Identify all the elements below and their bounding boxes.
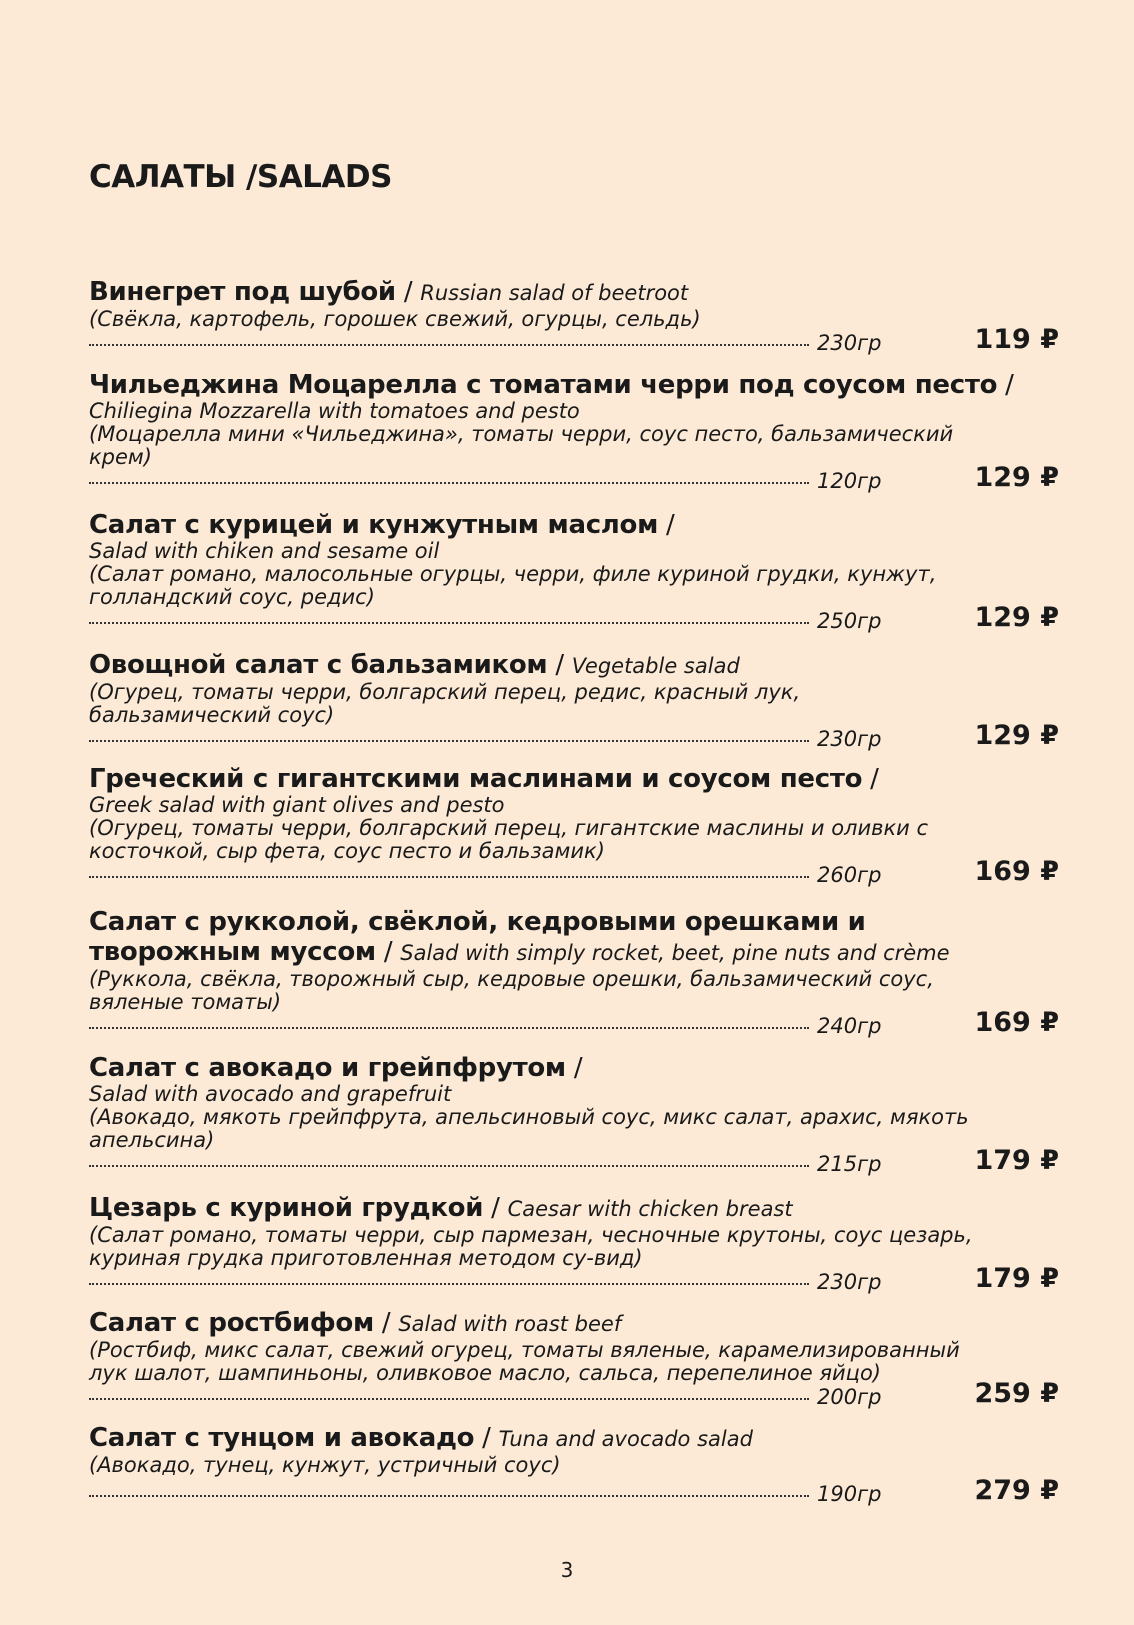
item-title-line: [89, 907, 1069, 937]
item-name: Салат с ростбифом: [89, 1308, 374, 1338]
item-name-en: Vegetable salad: [571, 654, 740, 678]
item-name: Салат с тунцом и авокадо: [89, 1423, 475, 1453]
item-price: 169 ₽: [974, 856, 1059, 887]
name-separator: /: [555, 650, 564, 680]
item-ingredients: (Ростбиф, микс салат, свежий огурец, томаты вяленые, карамелизированный лук шалот, шампиньоны, оливковое масло, сальса, перепелиное яйцо): [89, 1338, 960, 1385]
item-ingredients: (Огурец, томаты черри, болгарский перец, редис, красный лук, бальзамический соус): [89, 680, 801, 727]
page-title: САЛАТЫ /SALADS: [89, 159, 392, 195]
item-ingredients: (Руккола, свёкла, творожный сыр, кедровые орешки, бальзамический соус, вяленые томаты): [89, 967, 934, 1014]
item-weight-price-row: [89, 1475, 1059, 1506]
menu-item: [89, 510, 1069, 633]
dot-leader: [89, 1495, 809, 1497]
dot-leader: [89, 1165, 809, 1167]
item-weight: 230гр: [817, 1270, 882, 1294]
item-price: 119 ₽: [974, 324, 1059, 355]
item-name-en: Russian salad of beetroot: [420, 281, 689, 305]
item-name-en: Caesar with chicken breast: [507, 1197, 793, 1221]
name-separator: /: [666, 510, 675, 540]
item-name-en: Tuna and avocado salad: [498, 1427, 753, 1451]
item-name-en: Salad with simply rocket, beet, pine nuts and crème: [400, 941, 950, 965]
item-name: Цезарь с куриной грудкой: [89, 1193, 484, 1223]
menu-item: [89, 277, 1069, 355]
name-separator: /: [573, 1053, 583, 1083]
name-separator: /: [491, 1193, 500, 1223]
item-title-line: [89, 937, 1069, 968]
item-weight-price-row: [89, 462, 1059, 493]
menu-item: [89, 370, 1069, 493]
item-title-line: [89, 277, 1069, 308]
dot-leader: [89, 740, 809, 742]
item-ingredients: (Авокадо, тунец, кунжут, устричный соус): [89, 1453, 561, 1477]
item-weight-price-row: [89, 1263, 1059, 1294]
item-title-line: [89, 370, 1069, 400]
name-separator: /: [381, 1308, 391, 1338]
item-weight: 215гр: [817, 1152, 882, 1176]
item-price: 179 ₽: [974, 1263, 1059, 1294]
menu-item: [89, 1053, 1069, 1176]
item-ingredients: (Огурец, томаты черри, болгарский перец, гигантские маслины и оливки с косточкой, сыр фета, соус песто и бальзамик): [89, 816, 929, 863]
name-separator: /: [482, 1423, 491, 1453]
item-name-continued: творожным муссом: [89, 937, 376, 967]
item-price: 129 ₽: [974, 602, 1059, 633]
menu-item: [89, 1308, 1069, 1409]
item-name-en: Chiliegina Mozzarella with tomatoes and pesto: [89, 399, 580, 423]
dot-leader: [89, 1283, 809, 1285]
item-weight: 120гр: [817, 469, 882, 493]
item-weight-price-row: [89, 1007, 1059, 1038]
menu-item: [89, 1423, 1069, 1506]
name-separator: /: [870, 764, 879, 794]
dot-leader: [89, 876, 809, 878]
dot-leader: [89, 622, 809, 624]
name-separator: /: [383, 937, 393, 967]
menu-item: [89, 907, 1069, 1038]
item-name-en: Salad with avocado and grapefruit: [89, 1082, 452, 1106]
item-ingredients: (Авокадо, мякоть грейпфрута, апельсиновый соус, микс салат, арахис, мякоть апельсина): [89, 1105, 969, 1152]
item-name: Овощной салат с бальзамиком: [89, 650, 548, 680]
item-name: Греческий с гигантскими маслинами и соусом песто: [89, 764, 863, 794]
item-title-line: [89, 1053, 1069, 1083]
item-ingredients: (Свёкла, картофель, горошек свежий, огурцы, сельдь): [89, 307, 701, 331]
name-separator: /: [403, 277, 413, 307]
menu-item: [89, 1193, 1069, 1294]
dot-leader: [89, 1398, 809, 1400]
item-weight-price-row: [89, 1145, 1059, 1176]
item-price: 279 ₽: [974, 1475, 1059, 1506]
item-name-en: Greek salad with giant olives and pesto: [89, 793, 505, 817]
item-title-line: [89, 1193, 1069, 1224]
menu-item: [89, 650, 1069, 751]
name-separator: /: [1005, 370, 1014, 400]
item-name: Салат с курицей и кунжутным маслом: [89, 510, 659, 540]
item-title-line: [89, 510, 1069, 540]
item-weight: 240гр: [817, 1014, 882, 1038]
item-ingredients: (Салат романо, томаты черри, сыр пармезан, чесночные крутоны, соус цезарь, куриная грудка приготовленная методом су-вид): [89, 1223, 973, 1270]
item-name: Винегрет под шубой: [89, 277, 396, 307]
item-weight: 230гр: [817, 727, 882, 751]
item-weight: 260гр: [817, 863, 882, 887]
dot-leader: [89, 1027, 809, 1029]
item-weight: 200гр: [817, 1385, 882, 1409]
item-price: 179 ₽: [974, 1145, 1059, 1176]
item-title-line: [89, 764, 1069, 794]
item-name: Салат с рукколой, свёклой, кедровыми орешками и: [89, 907, 866, 937]
item-weight-price-row: [89, 324, 1059, 355]
item-weight: 250гр: [817, 609, 882, 633]
item-weight-price-row: [89, 856, 1059, 887]
item-ingredients: (Салат романо, малосольные огурцы, черри, филе куриной грудки, кунжут, голландский соус, редис): [89, 562, 937, 609]
item-price: 129 ₽: [974, 462, 1059, 493]
item-name: Салат с авокадо и грейпфрутом: [89, 1053, 566, 1083]
item-name: Чильеджина Моцарелла с томатами черри под соусом песто: [89, 370, 998, 400]
item-title-line: [89, 1423, 1069, 1454]
dot-leader: [89, 344, 809, 346]
item-weight-price-row: [89, 1378, 1059, 1409]
item-ingredients: (Моцарелла мини «Чильеджина», томаты черри, соус песто, бальзамический крем): [89, 422, 954, 469]
item-name-en: Salad with chiken and sesame oil: [89, 539, 440, 563]
page-number: 3: [560, 1558, 574, 1582]
item-weight-price-row: [89, 720, 1059, 751]
item-price: 259 ₽: [974, 1378, 1059, 1409]
menu-item: [89, 764, 1069, 887]
item-weight: 230гр: [817, 331, 882, 355]
item-weight-price-row: [89, 602, 1059, 633]
item-weight: 190гр: [817, 1482, 882, 1506]
dot-leader: [89, 482, 809, 484]
item-price: 169 ₽: [974, 1007, 1059, 1038]
item-title-line: [89, 1308, 1069, 1339]
item-title-line: [89, 650, 1069, 681]
item-name-en: Salad with roast beef: [398, 1312, 622, 1336]
item-price: 129 ₽: [974, 720, 1059, 751]
